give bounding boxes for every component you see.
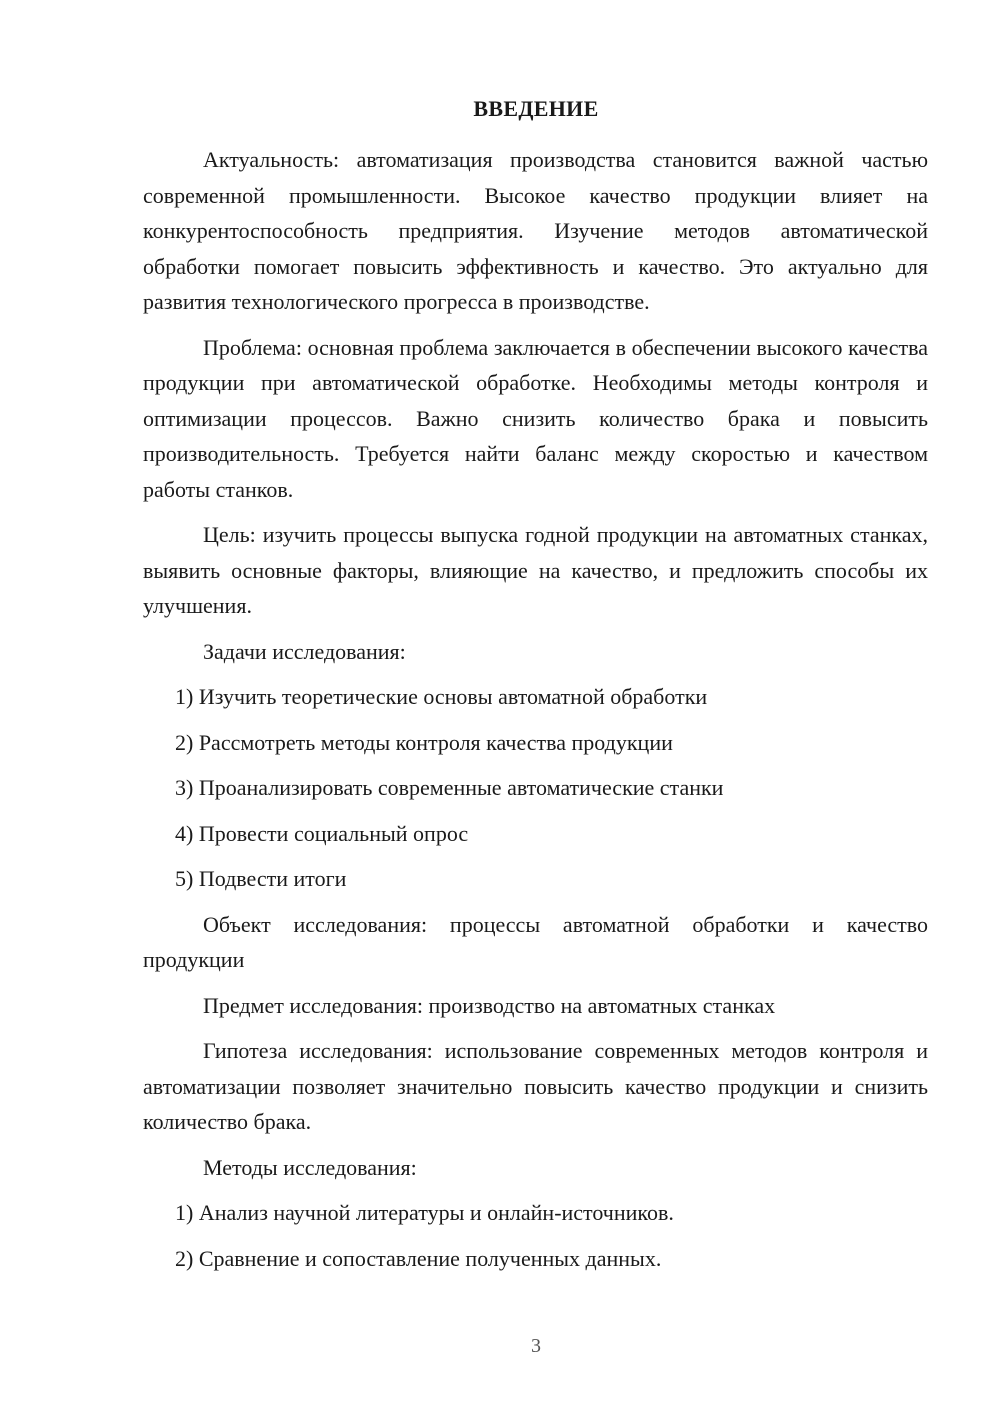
object-paragraph: Объект исследования: процессы автоматной обработки и качество продукции bbox=[143, 911, 928, 972]
list-item: 1) Анализ научной литературы и онлайн-источников. bbox=[175, 1200, 674, 1225]
list-item: 2) Сравнение и сопоставление полученных данных. bbox=[175, 1245, 662, 1271]
list-item: 4) Провести социальный опрос bbox=[175, 820, 469, 846]
page-number: 3 bbox=[531, 1335, 541, 1357]
page-title: ВВЕДЕНИЕ bbox=[473, 96, 599, 121]
list-item: 1) Изучить теоретические основы автоматной обработки bbox=[175, 684, 708, 709]
relevance-paragraph: Актуальность: автоматизация производства становится важной частью современной промышленности. Высокое качество продукции влияет на конкурентоспособность предприятия. Изучение методов автоматической обработки помогает повысить эффективность и качество. Это актуально для развития технологического прогресса в производстве. bbox=[143, 147, 928, 314]
subject-paragraph: Предмет исследования: производство на автоматных станках bbox=[203, 992, 776, 1018]
list-item: 3) Проанализировать современные автоматические станки bbox=[175, 775, 724, 800]
goal-paragraph: Цель: изучить процессы выпуска годной продукции на автоматных станках, выявить основные факторы, влияющие на качество, и предложить способы их улучшения. bbox=[143, 522, 928, 618]
methods-heading: Методы исследования: bbox=[203, 1154, 417, 1180]
hypothesis-paragraph: Гипотеза исследования: использование современных методов контроля и автоматизации позволяет значительно повысить качество продукции и снизить количество брака. bbox=[143, 1038, 928, 1134]
list-item: 2) Рассмотреть методы контроля качества продукции bbox=[175, 729, 673, 755]
list-item: 5) Подвести итоги bbox=[175, 866, 347, 891]
document-body bbox=[143, 142, 928, 1286]
tasks-heading: Задачи исследования: bbox=[203, 638, 406, 664]
problem-paragraph: Проблема: основная проблема заключается в обеспечении высокого качества продукции при автоматической обработке. Необходимы методы контроля и оптимизации процессов. Важно снизить количество брака и повысить производительность. Требуется найти баланс между скоростью и качеством работы станков. bbox=[143, 334, 928, 502]
